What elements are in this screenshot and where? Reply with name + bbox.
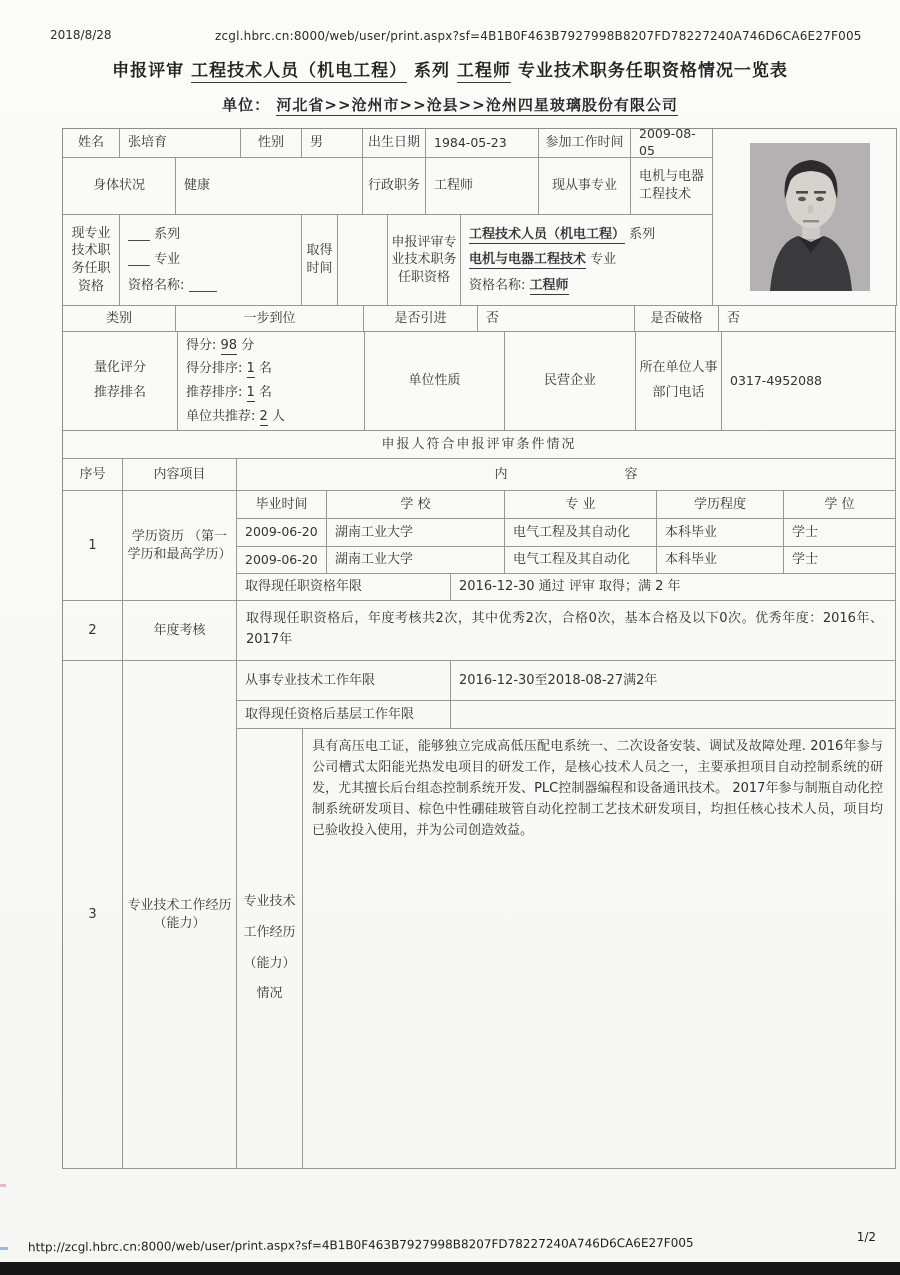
basic-info-left	[63, 129, 713, 306]
exception-label: 是否破格	[635, 306, 719, 332]
section-banner: 申报人符合申报评审条件情况	[63, 431, 896, 459]
blank-line	[189, 279, 217, 292]
experience-detail-text: 具有高压电工证，能够独立完成高低压配电系统一、二次设备安装、调试及故障处理. 2016年参与公司槽式太阳能光热发电项目的研发工作，是核心技术人员之一，主要承担项目自动控制系统的研发，尤其擅长后台组态控制系统开发、PLC控制器编程和设备通讯技术。 2017年参与制瓶自动化控制系统研发项目、棕色中性硼硅玻管自动化控制工艺技术研发项目，均担任核心技术人员，项目均已验收投入使用，并为公司创造效益。	[303, 729, 896, 1169]
experience-detail-row	[237, 729, 896, 1169]
scan-bottom-bar	[0, 1262, 900, 1275]
current-qual-name-line	[128, 273, 217, 298]
edu-school: 湖南工业大学	[327, 519, 505, 547]
col-item-header: 内容项目	[123, 459, 237, 491]
apply-qual-name-label: 资格名称:	[469, 277, 530, 293]
edu-col-school: 学 校	[327, 491, 505, 519]
health-value: 健康	[176, 158, 363, 215]
apply-qual-label: 申报评审专业技术职务任职资格	[388, 215, 461, 306]
rec-rank-line	[186, 381, 272, 405]
current-qual-name-label: 资格名称:	[128, 277, 185, 293]
edu-col-degree: 学 位	[784, 491, 896, 519]
experience-detail-label	[237, 729, 303, 1169]
major-value: 电机与电器工程技术	[631, 158, 713, 215]
exp-label-line: （能力）	[243, 955, 296, 971]
edu-school: 湖南工业大学	[327, 547, 505, 574]
col-no-header: 序号	[63, 459, 123, 491]
row-name	[63, 129, 713, 158]
score-unit: 分	[237, 337, 255, 353]
edu-col-grad-date: 毕业时间	[237, 491, 327, 519]
row-banner	[63, 431, 897, 459]
edu-level: 本科毕业	[657, 519, 784, 547]
score-label-line1: 量化评分	[93, 360, 146, 376]
rec-rank-label: 推荐排序:	[186, 385, 247, 400]
apply-qual-major-line	[469, 247, 616, 272]
duty-label: 行政职务	[363, 158, 426, 215]
edu-major: 电气工程及其自动化	[505, 519, 657, 547]
current-qual-major-line	[128, 247, 180, 272]
birth-value: 1984-05-23	[426, 129, 539, 158]
score-line	[186, 334, 254, 358]
exception-value: 否	[719, 306, 896, 332]
row-experience	[63, 661, 897, 1169]
score-block-label	[63, 332, 178, 431]
hr-phone-label-line2: 部门电话	[652, 385, 705, 400]
grassroots-value	[451, 701, 896, 729]
hr-phone-label	[636, 332, 722, 431]
unit-nature-value: 民营企业	[505, 332, 636, 431]
name-value: 张培育	[120, 129, 241, 158]
score-rank-value: 1	[246, 361, 255, 377]
apply-qual-name-value: 工程师	[529, 277, 569, 293]
score-value: 98	[220, 337, 238, 353]
edu-major: 电气工程及其自动化	[505, 547, 657, 574]
row-qualification	[63, 215, 713, 306]
edu-grad-date: 2009-06-20	[237, 547, 327, 574]
education-no: 1	[63, 491, 123, 601]
health-label: 身体状况	[63, 158, 176, 215]
edu-col-level: 学历程度	[657, 491, 784, 519]
edu-row-1	[237, 519, 896, 547]
total-rec-label: 单位共推荐:	[186, 408, 260, 424]
unit-label: 单位：	[222, 96, 277, 114]
experience-no: 3	[63, 661, 123, 1169]
apply-qual-name-line	[469, 273, 569, 298]
work-years-value: 2016-12-30至2018-08-27满2年	[451, 661, 896, 701]
row-category	[63, 306, 897, 332]
score-label: 得分:	[186, 337, 221, 353]
blank-line	[128, 228, 150, 241]
title-suffix: 专业技术职务任职资格情况一览表	[510, 61, 788, 81]
education-item: 学历资历 （第一学历和最高学历）	[123, 491, 237, 601]
page-number: 1/2	[856, 1230, 876, 1244]
blank-line	[128, 253, 150, 266]
title-series: 工程技术人员（机电工程）	[191, 61, 408, 81]
duty-value: 工程师	[426, 158, 539, 215]
photo-cell	[713, 129, 897, 306]
scan-edge-artifact	[0, 1184, 6, 1187]
work-years-label: 从事专业技术工作年限	[237, 661, 451, 701]
edu-level: 本科毕业	[657, 547, 784, 574]
grassroots-row	[237, 701, 896, 729]
apply-qual-series-value: 工程技术人员（机电工程）	[469, 226, 626, 242]
title-rank: 工程师	[456, 61, 511, 81]
score-rank-unit: 名	[254, 361, 272, 377]
education-content	[237, 491, 896, 601]
edu-qual-year-row	[237, 574, 896, 601]
scan-edge-artifact	[0, 1247, 8, 1250]
rec-rank-value: 1	[246, 385, 255, 400]
grassroots-label: 取得现任资格后基层工作年限	[237, 701, 451, 729]
birth-label: 出生日期	[363, 129, 426, 158]
footer-url: http://zcgl.hbrc.cn:8000/web/user/print.aspx?sf=4B1B0F463B7927998B8207FD78227240A746D6CA6E27F005	[27, 1235, 694, 1255]
gender-label: 性别	[241, 129, 302, 158]
category-label: 类别	[63, 306, 176, 332]
name-label: 姓名	[63, 129, 120, 158]
experience-content	[237, 661, 896, 1169]
current-qual-label: 现专业技术职务任职资格	[63, 215, 120, 306]
print-date: 2018/8/28	[50, 28, 112, 42]
score-label-line2: 推荐排名	[93, 385, 146, 400]
edu-header-row	[237, 491, 896, 519]
form-title	[0, 56, 900, 81]
experience-item: 专业技术工作经历 （能力）	[123, 661, 237, 1169]
edu-grad-date: 2009-06-20	[237, 519, 327, 547]
row-health	[63, 158, 713, 215]
category-value: 一步到位	[176, 306, 364, 332]
total-rec-unit: 人	[267, 408, 285, 424]
row-score	[63, 332, 897, 431]
score-rank-label: 得分排序:	[186, 361, 247, 377]
exp-label-line: 情况	[256, 986, 283, 1002]
current-qual-series-word: 系列	[154, 226, 181, 242]
edu-degree: 学士	[784, 519, 896, 547]
score-lines	[178, 332, 365, 431]
obtain-time-label: 取得时间	[302, 215, 338, 306]
row-assessment	[63, 601, 897, 661]
header-url: zcgl.hbrc.cn:8000/web/user/print.aspx?sf=4B1B0F463B7927998B8207FD78227240A746D6CA6E27F005	[215, 29, 862, 43]
import-label: 是否引进	[364, 306, 478, 332]
current-qual-series-line	[128, 222, 180, 247]
current-qual-major-word: 专业	[154, 252, 181, 268]
current-qual-content	[120, 215, 302, 306]
join-label: 参加工作时间	[539, 129, 631, 158]
portrait-photo	[750, 143, 870, 291]
edu-degree: 学士	[784, 547, 896, 574]
edu-col-major: 专 业	[505, 491, 657, 519]
row-education	[63, 491, 897, 601]
work-years-row	[237, 661, 896, 701]
assessment-text: 取得现任职资格后，年度考核共2次，其中优秀2次，合格0次，基本合格及以下0次。优秀年度：2016年、2017年	[237, 601, 896, 661]
apply-qual-content	[461, 215, 713, 306]
apply-qual-major-word: 专业	[586, 252, 617, 268]
col-content-header: 内 容	[237, 459, 896, 491]
exp-label-line: 工作经历	[243, 924, 296, 940]
join-value: 2009-08-05	[631, 129, 713, 158]
obtain-time-value	[338, 215, 388, 306]
qual-year-value: 2016-12-30 通过 评审 取得；满 2 年	[451, 574, 896, 601]
qual-year-label: 取得现任职资格年限	[237, 574, 451, 601]
edu-row-2	[237, 547, 896, 574]
hr-phone-label-line1: 所在单位人事	[639, 360, 718, 376]
gender-value: 男	[302, 129, 363, 158]
total-rec-line	[186, 405, 285, 429]
assessment-item: 年度考核	[123, 601, 237, 661]
apply-qual-series-word: 系列	[625, 226, 656, 242]
row-cond-header	[63, 459, 897, 491]
title-series-word: 系列	[407, 61, 457, 81]
unit-value: 河北省>>沧州市>>沧县>>沧州四星玻璃股份有限公司	[276, 96, 678, 114]
total-rec-value: 2	[259, 408, 268, 424]
exp-label-line: 专业技术	[243, 894, 296, 910]
apply-qual-series-line	[469, 222, 655, 247]
score-rank-line	[186, 357, 272, 381]
basic-info-block	[63, 129, 897, 306]
rec-rank-unit: 名	[254, 385, 272, 400]
form-table	[62, 128, 897, 1169]
unit-line	[0, 94, 900, 115]
apply-qual-major-value: 电机与电器工程技术	[469, 252, 587, 268]
major-label: 现从事专业	[539, 158, 631, 215]
unit-nature-label: 单位性质	[365, 332, 505, 431]
assessment-no: 2	[63, 601, 123, 661]
import-value: 否	[478, 306, 635, 332]
hr-phone-value: 0317-4952088	[722, 332, 896, 431]
title-prefix: 申报评审	[112, 61, 192, 81]
